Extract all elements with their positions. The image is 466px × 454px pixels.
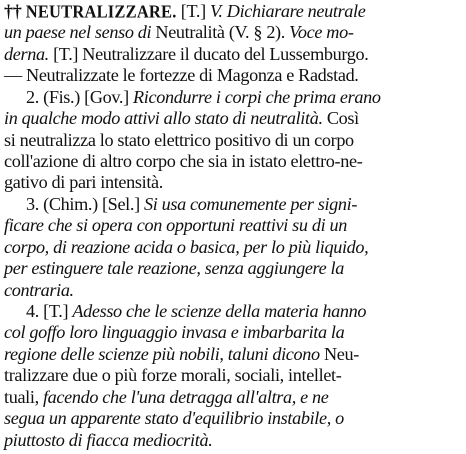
example-segment: tuali, xyxy=(4,386,43,407)
definition-segment: col goffo loro linguaggio invasa e imbarbarita la xyxy=(4,322,345,343)
definition-segment: derna. xyxy=(4,43,54,64)
definition-segment: Adesso che le scienze della materia hanno xyxy=(72,301,367,321)
definition-segment: Voce mo- xyxy=(289,22,354,43)
obsolete-dagger-marks: †† xyxy=(4,1,22,21)
definition-segment: per estinguere tale reazione, senza aggiungere la xyxy=(4,258,344,279)
sense-label: 3. (Chim.) [Sel.] xyxy=(26,193,144,214)
definition-segment: corpo, di reazione acida o basica, per lo più liquido, xyxy=(4,236,369,257)
sense-label: 2. (Fis.) [Gov.] xyxy=(26,86,134,107)
dictionary-entry-continued xyxy=(4,2,464,452)
definition-segment: V. Dichiarare neutrale xyxy=(210,1,366,21)
definition-segment: contraria. xyxy=(4,279,74,300)
sense-label: 4. [T.] xyxy=(26,301,73,321)
example-segment: Neu- xyxy=(323,343,359,364)
example-segment: tralizzare due o più forze morali, sociali, intellet- xyxy=(4,365,342,386)
definition-segment: regione delle scienze più nobili, taluni dicono xyxy=(4,343,324,364)
example-segment: si neutralizza lo stato elettrico positivo di un corpo xyxy=(4,129,354,150)
entry-headword: NEUTRALIZZARE. xyxy=(25,1,177,22)
example-segment: gativo di pari intensità. xyxy=(4,172,163,193)
definition-segment: segua un apparente stato d'equilibrio instabile, o xyxy=(4,408,344,429)
example-segment: — Neutralizzate le fortezze di Magonza e Radstad. xyxy=(4,65,359,86)
example-segment: Così xyxy=(326,108,359,129)
segment: [T.] xyxy=(176,1,210,21)
definition-segment: Ricondurre i corpi che prima erano xyxy=(133,86,381,107)
example-segment: [T.] Neutralizzare il ducato del Lussemburgo. xyxy=(53,43,369,64)
example-segment: coll'azione di altro corpo che sia in istato elettro-ne- xyxy=(4,151,363,171)
definition-segment: ficare che si opera con opportuni reattivi su di un xyxy=(4,215,347,236)
definition-segment: facendo che l'una detragga all'altra, e ne xyxy=(42,386,329,407)
definition-segment: piuttosto di fiacca mediocrità. xyxy=(4,429,213,450)
segment: Neutralità (V. § 2). xyxy=(155,22,290,43)
definition-segment: Si usa comunemente per signi- xyxy=(143,193,358,214)
definition-segment: in qualche modo attivi allo stato di neutralità. xyxy=(4,108,327,129)
definition-segment: un paese nel senso di xyxy=(4,22,156,43)
